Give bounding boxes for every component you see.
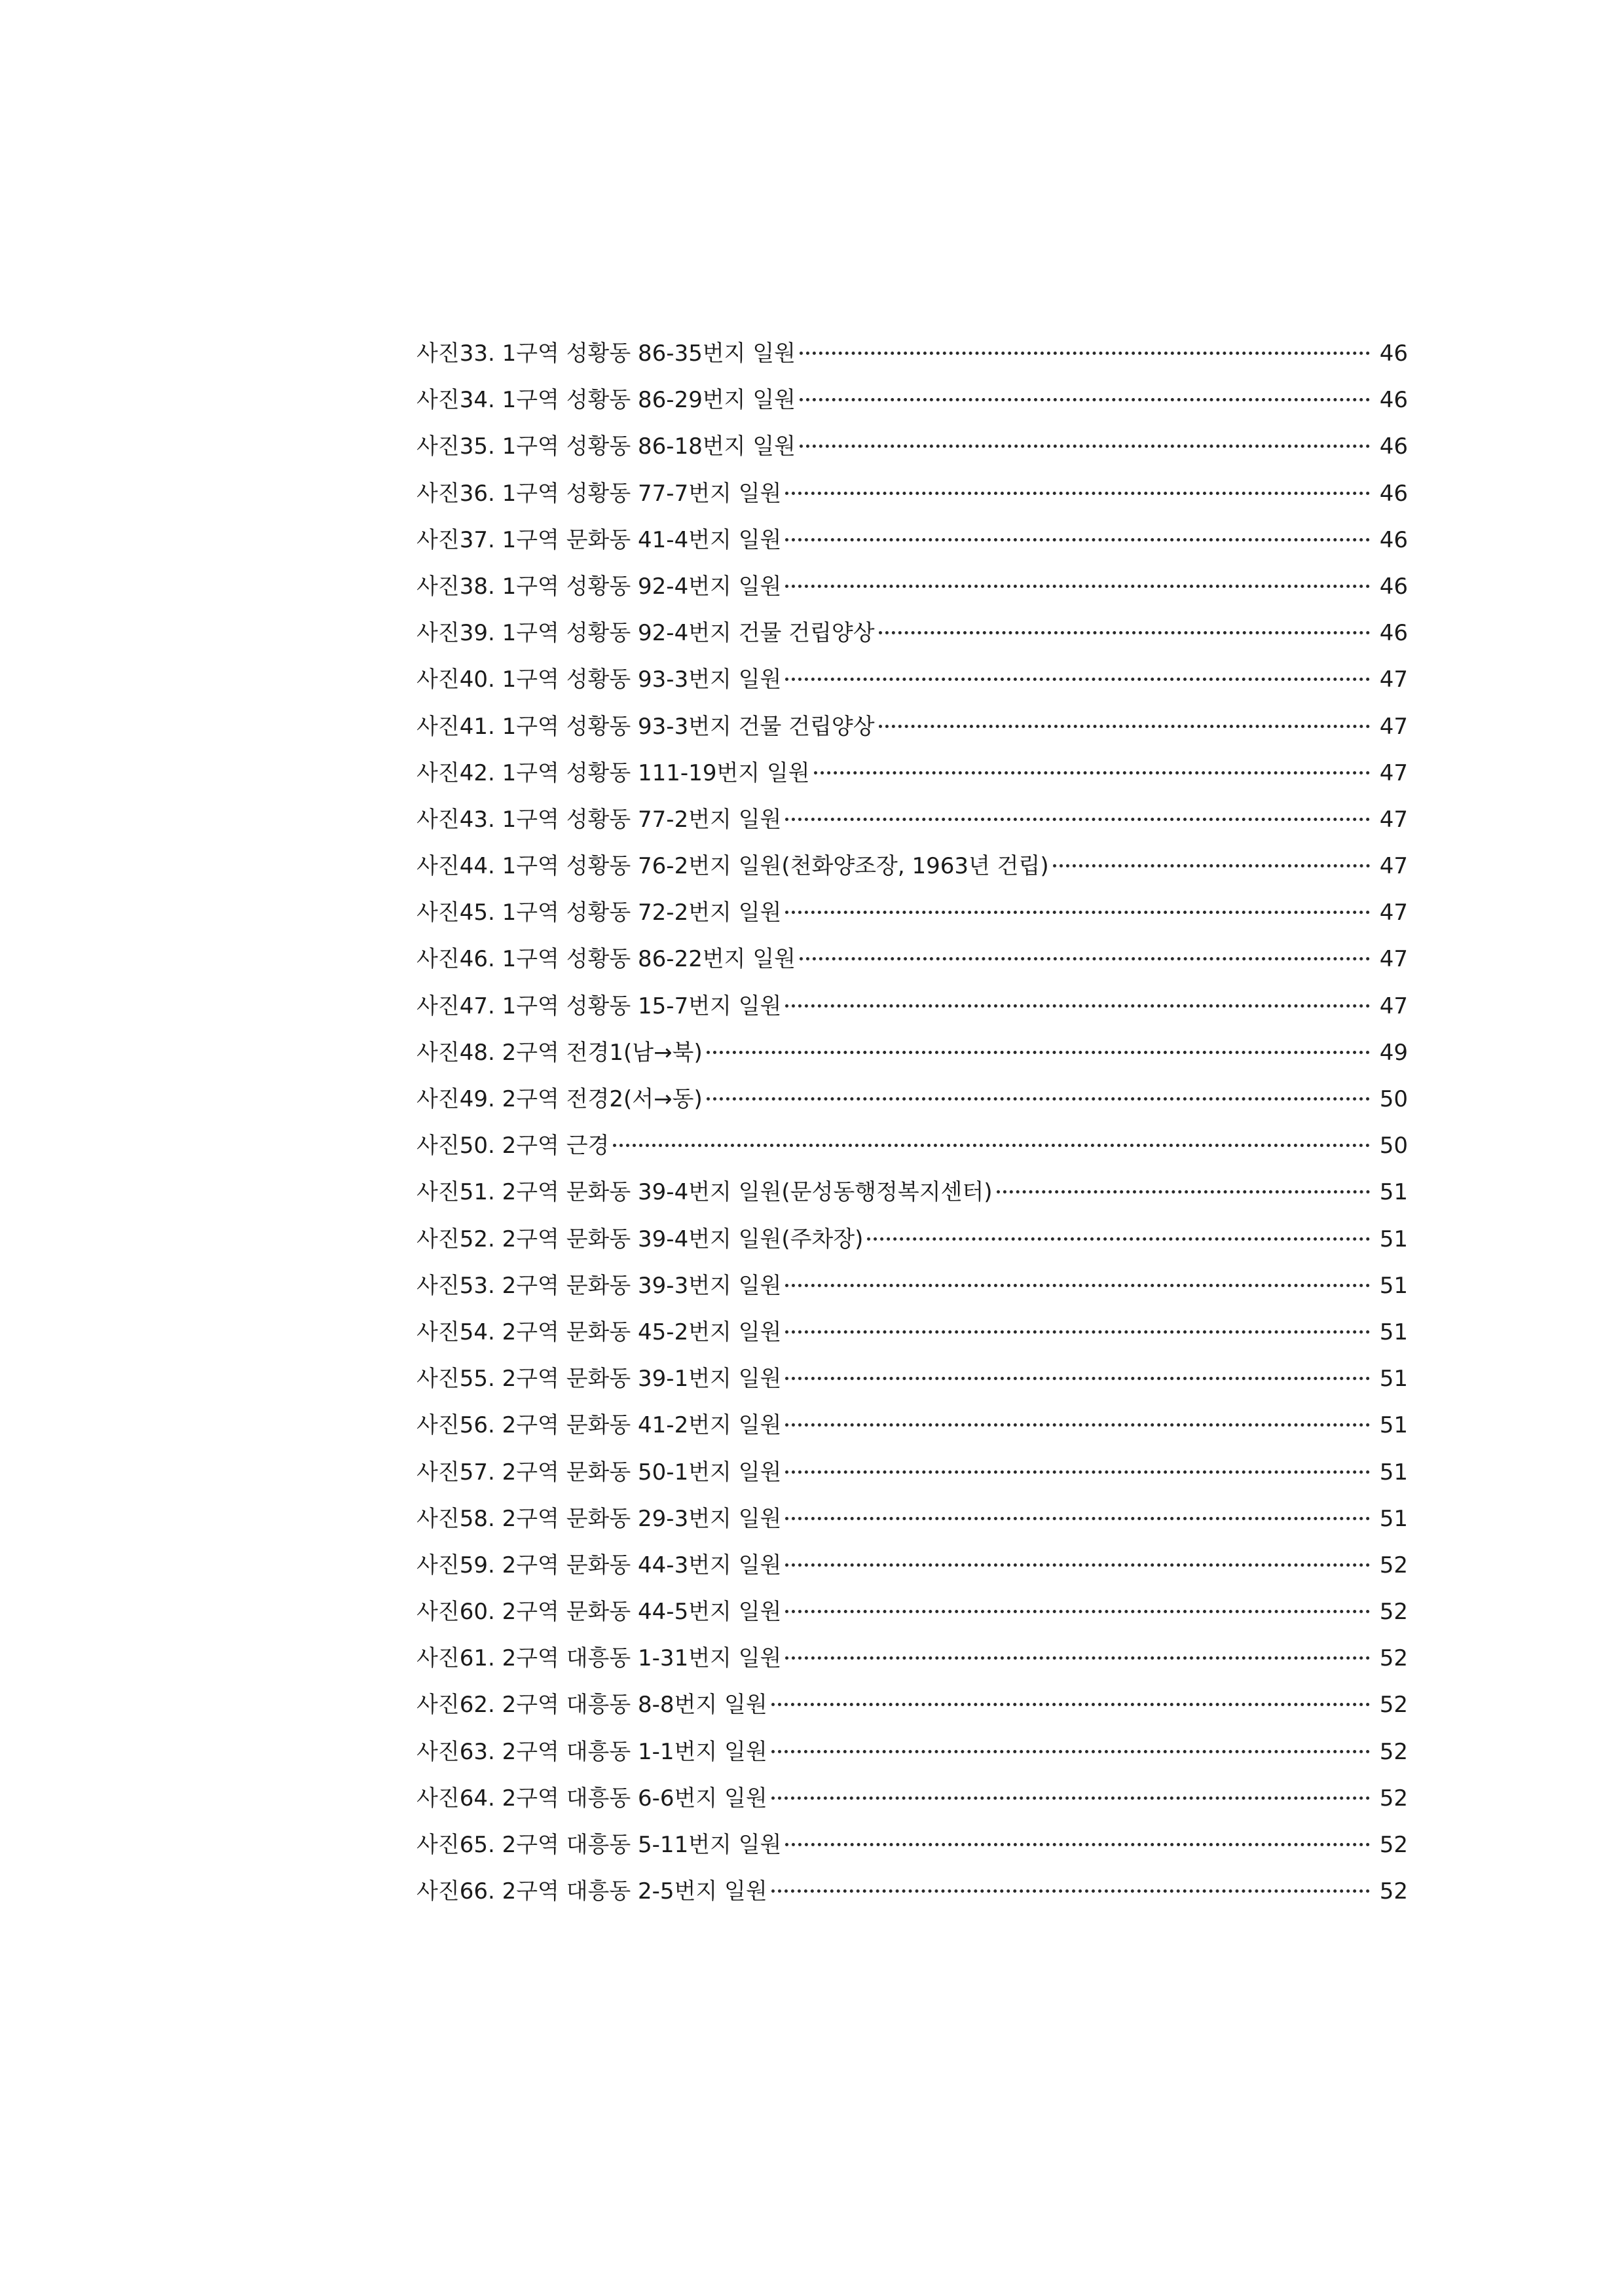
toc-entry-page: 47 <box>1379 806 1408 833</box>
toc-entry <box>416 750 1408 797</box>
toc-entry-label: 사진47. 1구역 성황동 15-7번지 일원 <box>416 993 782 1019</box>
toc-entry-page: 49 <box>1379 1039 1408 1066</box>
toc-entry-page: 50 <box>1379 1133 1408 1159</box>
dot-leader <box>879 631 1370 634</box>
toc-entry-label: 사진54. 2구역 문화동 45-2번지 일원 <box>416 1319 782 1345</box>
toc-entry <box>416 890 1408 936</box>
toc-entry <box>416 331 1408 377</box>
toc-entry-label: 사진41. 1구역 성황동 93-3번지 건물 건립양상 <box>416 713 875 740</box>
dot-leader <box>771 1750 1370 1753</box>
dot-leader <box>997 1190 1370 1194</box>
dot-leader <box>785 1843 1370 1846</box>
dot-leader <box>785 818 1370 821</box>
toc-entry-label: 사진61. 2구역 대흥동 1-31번지 일원 <box>416 1645 782 1672</box>
dot-leader <box>785 1004 1370 1008</box>
dot-leader <box>800 957 1370 960</box>
toc-entry-label: 사진43. 1구역 성황동 77-2번지 일원 <box>416 806 782 833</box>
toc-entry <box>416 797 1408 843</box>
toc-entry-label: 사진53. 2구역 문화동 39-3번지 일원 <box>416 1272 782 1299</box>
dot-leader <box>785 538 1370 541</box>
toc-entry-page: 51 <box>1379 1319 1408 1345</box>
toc-entry-page: 46 <box>1379 387 1408 414</box>
toc-entry-label: 사진59. 2구역 문화동 44-3번지 일원 <box>416 1552 782 1578</box>
toc-entry-label: 사진65. 2구역 대흥동 5-11번지 일원 <box>416 1832 782 1858</box>
toc-entry <box>416 471 1408 517</box>
toc-entry <box>416 610 1408 657</box>
toc-entry-page: 46 <box>1379 573 1408 600</box>
toc-entry <box>416 1356 1408 1402</box>
toc-entry <box>416 1868 1408 1915</box>
toc-entry-label: 사진56. 2구역 문화동 41-2번지 일원 <box>416 1412 782 1439</box>
toc-entry <box>416 1589 1408 1635</box>
toc-entry <box>416 1169 1408 1216</box>
toc-entry-label: 사진36. 1구역 성황동 77-7번지 일원 <box>416 480 782 507</box>
toc-entry-label: 사진66. 2구역 대흥동 2-5번지 일원 <box>416 1878 767 1905</box>
toc-entry-page: 46 <box>1379 526 1408 553</box>
dot-leader <box>785 1656 1370 1660</box>
toc-entry-page: 51 <box>1379 1412 1408 1439</box>
toc-entry <box>416 1449 1408 1496</box>
toc-entry-label: 사진42. 1구역 성황동 111-19번지 일원 <box>416 759 810 786</box>
toc-entry-label: 사진44. 1구역 성황동 76-2번지 일원(천화양조장, 1963년 건립) <box>416 853 1049 880</box>
toc-entry-page: 47 <box>1379 666 1408 693</box>
toc-entry-page: 50 <box>1379 1086 1408 1112</box>
toc-entry-label: 사진38. 1구역 성황동 92-4번지 일원 <box>416 573 782 600</box>
toc-entry <box>416 1216 1408 1263</box>
toc-entry <box>416 517 1408 564</box>
toc-entry-label: 사진50. 2구역 근경 <box>416 1133 610 1159</box>
dot-leader <box>800 352 1370 355</box>
dot-leader <box>785 1377 1370 1380</box>
toc-entry <box>416 1682 1408 1728</box>
toc-entry <box>416 1309 1408 1356</box>
toc-entry-label: 사진52. 2구역 문화동 39-4번지 일원(주차장) <box>416 1226 864 1252</box>
dot-leader <box>867 1237 1370 1241</box>
toc-entry-label: 사진45. 1구역 성황동 72-2번지 일원 <box>416 900 782 926</box>
dot-leader <box>814 771 1370 774</box>
toc-entry <box>416 1822 1408 1868</box>
toc-entry-page: 52 <box>1379 1692 1408 1719</box>
toc-entry-page: 46 <box>1379 480 1408 507</box>
dot-leader <box>771 1889 1370 1893</box>
toc-entry-page: 46 <box>1379 340 1408 367</box>
toc-entry <box>416 983 1408 1030</box>
dot-leader <box>879 725 1370 728</box>
toc-entry-page: 52 <box>1379 1832 1408 1858</box>
dot-leader <box>785 1330 1370 1334</box>
toc-entry-page: 47 <box>1379 946 1408 973</box>
toc-entry-label: 사진63. 2구역 대흥동 1-1번지 일원 <box>416 1738 767 1765</box>
dot-leader <box>785 1284 1370 1287</box>
toc-entry <box>416 657 1408 703</box>
toc-entry <box>416 1030 1408 1076</box>
toc-entry-label: 사진46. 1구역 성황동 86-22번지 일원 <box>416 946 796 973</box>
dot-leader <box>785 1517 1370 1520</box>
toc-entry-label: 사진37. 1구역 문화동 41-4번지 일원 <box>416 526 782 553</box>
toc-entry <box>416 424 1408 470</box>
toc-entry-label: 사진55. 2구역 문화동 39-1번지 일원 <box>416 1366 782 1393</box>
toc-entry-label: 사진35. 1구역 성황동 86-18번지 일원 <box>416 433 796 460</box>
toc-entry <box>416 1776 1408 1822</box>
toc-entry-page: 52 <box>1379 1599 1408 1626</box>
toc-entry-label: 사진58. 2구역 문화동 29-3번지 일원 <box>416 1505 782 1532</box>
toc-entry-page: 47 <box>1379 853 1408 880</box>
photo-list-toc <box>416 331 1408 1915</box>
toc-entry-label: 사진39. 1구역 성황동 92-4번지 건물 건립양상 <box>416 620 875 647</box>
toc-entry-page: 51 <box>1379 1366 1408 1393</box>
toc-entry-label: 사진51. 2구역 문화동 39-4번지 일원(문성동행정복지센터) <box>416 1179 993 1206</box>
toc-entry-page: 51 <box>1379 1226 1408 1252</box>
toc-entry <box>416 377 1408 424</box>
toc-entry-page: 47 <box>1379 993 1408 1019</box>
toc-entry <box>416 704 1408 750</box>
dot-leader <box>771 1796 1370 1800</box>
toc-entry <box>416 1729 1408 1776</box>
toc-entry-page: 46 <box>1379 433 1408 460</box>
dot-leader <box>785 492 1370 495</box>
toc-entry <box>416 1076 1408 1123</box>
toc-entry-page: 52 <box>1379 1785 1408 1812</box>
toc-entry <box>416 1123 1408 1169</box>
dot-leader <box>707 1051 1370 1054</box>
dot-leader <box>785 1470 1370 1474</box>
toc-entry-page: 52 <box>1379 1645 1408 1672</box>
toc-entry <box>416 1542 1408 1589</box>
toc-entry <box>416 1402 1408 1449</box>
toc-entry-page: 51 <box>1379 1272 1408 1299</box>
dot-leader <box>785 1423 1370 1427</box>
toc-entry-label: 사진57. 2구역 문화동 50-1번지 일원 <box>416 1459 782 1485</box>
toc-entry-label: 사진48. 2구역 전경1(남→북) <box>416 1039 703 1066</box>
dot-leader <box>800 398 1370 401</box>
dot-leader <box>771 1703 1370 1706</box>
toc-entry-page: 52 <box>1379 1738 1408 1765</box>
toc-entry-label: 사진60. 2구역 문화동 44-5번지 일원 <box>416 1599 782 1626</box>
dot-leader <box>1053 864 1370 867</box>
dot-leader <box>785 1610 1370 1613</box>
dot-leader <box>785 1563 1370 1567</box>
toc-entry-page: 47 <box>1379 759 1408 786</box>
dot-leader <box>785 911 1370 914</box>
toc-entry <box>416 1263 1408 1309</box>
toc-entry-label: 사진62. 2구역 대흥동 8-8번지 일원 <box>416 1692 767 1719</box>
toc-entry <box>416 1635 1408 1682</box>
dot-leader <box>707 1097 1370 1101</box>
toc-entry <box>416 843 1408 890</box>
dot-leader <box>785 585 1370 588</box>
toc-entry-label: 사진40. 1구역 성황동 93-3번지 일원 <box>416 666 782 693</box>
toc-entry-page: 51 <box>1379 1505 1408 1532</box>
toc-entry-label: 사진49. 2구역 전경2(서→동) <box>416 1086 703 1112</box>
toc-entry-label: 사진33. 1구역 성황동 86-35번지 일원 <box>416 340 796 367</box>
toc-entry-page: 47 <box>1379 713 1408 740</box>
toc-entry <box>416 1496 1408 1542</box>
dot-leader <box>800 445 1370 448</box>
toc-entry-label: 사진64. 2구역 대흥동 6-6번지 일원 <box>416 1785 767 1812</box>
dot-leader <box>785 678 1370 681</box>
toc-entry-page: 47 <box>1379 900 1408 926</box>
toc-entry-page: 46 <box>1379 620 1408 647</box>
toc-entry-page: 52 <box>1379 1552 1408 1578</box>
toc-entry <box>416 564 1408 610</box>
toc-entry-page: 51 <box>1379 1459 1408 1485</box>
toc-entry-label: 사진34. 1구역 성황동 86-29번지 일원 <box>416 387 796 414</box>
toc-entry <box>416 936 1408 983</box>
dot-leader <box>613 1144 1370 1147</box>
toc-entry-page: 52 <box>1379 1878 1408 1905</box>
toc-entry-page: 51 <box>1379 1179 1408 1206</box>
